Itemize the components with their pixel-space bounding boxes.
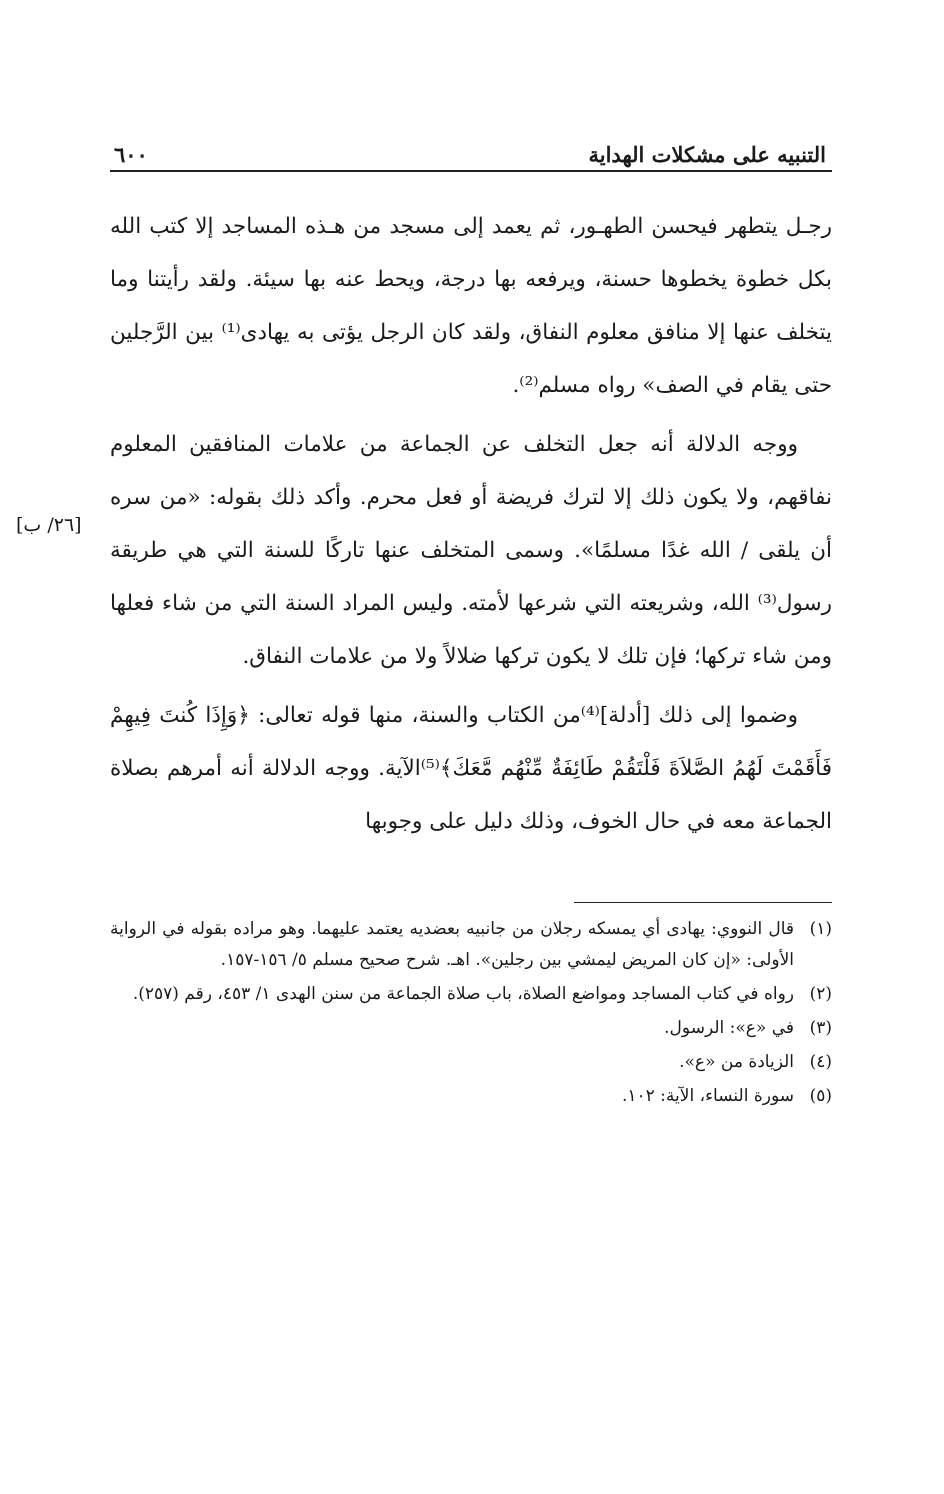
page-number: ٦٠٠: [114, 142, 148, 167]
footnote-4: [110, 1047, 832, 1078]
footnote-number: (٢): [809, 984, 832, 1004]
main-text: [110, 200, 832, 848]
footnote-2: [110, 979, 832, 1010]
footnote-number: (٣): [809, 1018, 832, 1038]
running-title: التنبيه على مشكلات الهداية: [588, 142, 826, 167]
footnote-text: في «ع»: الرسول.: [664, 1018, 794, 1038]
footnote-text: رواه في كتاب المساجد ومواضع الصلاة، باب صلاة الجماعة من سنن الهدى ١/ ٤٥٣، رقم (٢٥٧).: [132, 984, 794, 1004]
footnote-number: (٤): [809, 1052, 832, 1072]
footnote-3: [110, 1013, 832, 1044]
footnote-1: [110, 914, 832, 976]
running-header: [110, 140, 832, 172]
footnote-text: الزيادة من «ع».: [679, 1052, 794, 1072]
footnote-number: (١): [809, 919, 832, 939]
footnote-number: (٥): [809, 1086, 832, 1106]
paragraph-2: ووجه الدلالة أنه جعل التخلف عن الجماعة من علامات المنافقين المعلوم نفاقهم، ولا يكون ذلك إلا لترك فريضة أو فعل محرم. وأكد ذلك بقوله: «من سره أن يلقى / الله غدًا مسلمًا». وسمى المتخلف عنها تاركًا للسنة التي هي طريقة رسول⁽³⁾ الله، وشريعته التي شرعها لأمته. وليس المراد السنة التي من شاء فعلها ومن شاء تركها؛ فإن تلك لا يكون تركها ضلالاً ولا من علامات النفاق.: [110, 432, 832, 669]
footnotes: [110, 914, 832, 1115]
footnote-5: [110, 1081, 832, 1112]
paragraph-3: وضموا إلى ذلك [أدلة]⁽⁴⁾من الكتاب والسنة، منها قوله تعالى: ﴿وَإِذَا كُنتَ فِيهِمْ فَأَقَمْتَ لَهُمُ الصَّلاَةَ فَلْتَقُمْ طَائِفَةٌ مِّنْهُم مَّعَكَ﴾⁽⁵⁾الآية. ووجه الدلالة أنه أمرهم بصلاة الجماعة معه في حال الخوف، وذلك دليل على وجوبها: [110, 703, 832, 834]
footnote-separator: [574, 902, 832, 903]
manuscript-folio-note: [٢٦/ ب]: [16, 514, 82, 536]
footnote-text: سورة النساء، الآية: ١٠٢.: [621, 1086, 794, 1106]
paragraph-1: رجـل يتطهر فيحسن الطهـور، ثم يعمد إلى مسجد من هـذه المساجد إلا كتب الله بكل خطوة يخطوها حسنة، ويرفعه بها درجة، ويحط عنه بها سيئة. ولقد رأيتنا وما يتخلف عنها إلا منافق معلوم النفاق، ولقد كان الرجل يؤتى به يهادى⁽¹⁾ بين الرَّجلين حتى يقام في الصف» رواه مسلم⁽²⁾.: [110, 214, 832, 398]
footnote-text: قال النووي: يهادى أي يمسكه رجلان من جانبيه بعضديه يعتمد عليهما. وهو مراده بقوله في الرواية الأولى: «إن كان المريض ليمشي بين رجلين». اهـ. شرح صحيح مسلم ٥/ ١٥٦-١٥٧.: [110, 919, 794, 970]
